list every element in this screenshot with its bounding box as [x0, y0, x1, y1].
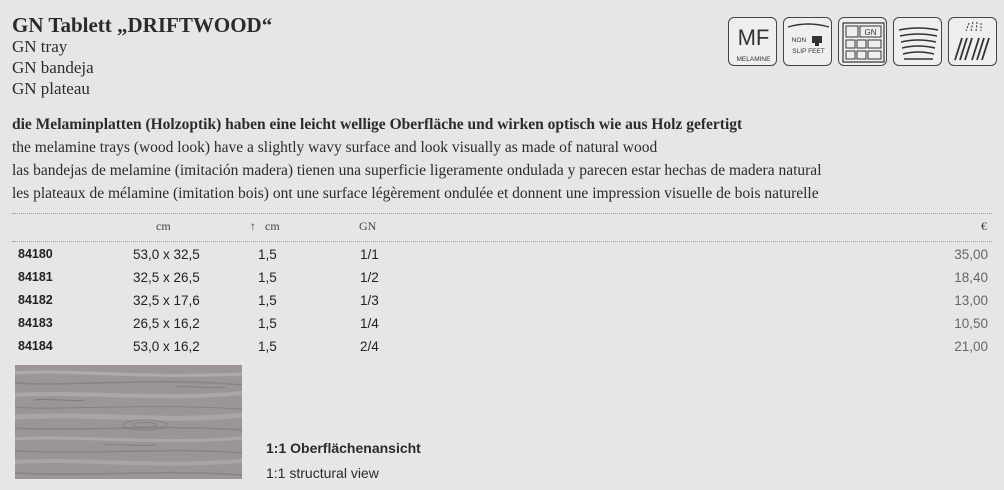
price: 35,00: [954, 247, 988, 262]
table-divider-top: [12, 213, 992, 214]
price: 10,50: [954, 316, 988, 331]
gn-size: 1/4: [360, 316, 379, 331]
size: 26,5 x 16,2: [133, 316, 200, 331]
article-number: 84183: [18, 316, 53, 330]
non-slip-label-1: NON: [791, 37, 807, 44]
stackable-icon: [893, 17, 942, 66]
size: 32,5 x 26,5: [133, 270, 200, 285]
header-height: cm: [265, 219, 280, 233]
height: 1,5: [258, 339, 277, 354]
table-body: [0, 245, 1004, 360]
header-gn: GN: [359, 219, 377, 233]
article-number: 84182: [18, 293, 53, 307]
surface-caption-de: 1:1 Oberflächenansicht: [266, 440, 421, 456]
description-en: the melamine trays (wood look) have a slightly wavy surface and look visually as made of natural wood: [12, 139, 658, 156]
description-es: las bandejas de melamine (imitación madera) tienen una superficie ligeramente ondulada y parecen estar hechas de madera natural: [12, 162, 822, 179]
subtitle-es: GN bandeja: [12, 58, 94, 77]
melamine-icon-big-label: MF: [737, 25, 770, 50]
table-row: [0, 314, 1004, 337]
height: 1,5: [258, 270, 277, 285]
title-block: [12, 14, 272, 99]
dishwasher-icon: [948, 17, 997, 66]
feature-icons: [728, 17, 997, 66]
table-divider-header: [12, 241, 992, 242]
gn-size: 1/1: [360, 247, 379, 262]
description-de: die Melaminplatten (Holzoptik) haben eine leicht wellige Oberfläche und wirken optisch wie aus Holz gefertigt: [12, 116, 743, 133]
header-size: cm: [156, 219, 171, 233]
table-row: [0, 245, 1004, 268]
header-price: €: [981, 219, 987, 233]
height: 1,5: [258, 316, 277, 331]
gn-size: 2/4: [360, 339, 379, 354]
article-number: 84184: [18, 339, 53, 353]
height: 1,5: [258, 247, 277, 262]
gn-icon-label: GN: [864, 28, 877, 37]
description-fr: les plateaux de mélamine (imitation bois) ont une surface légèrement ondulée et donnent une impression visuelle de bois naturelle: [12, 185, 819, 202]
non-slip-feet-icon: [783, 17, 832, 66]
wood-surface-sample: [15, 365, 242, 479]
description: [12, 113, 992, 205]
article-number: 84181: [18, 270, 53, 284]
melamine-icon-small-label: MELAMINE: [736, 56, 771, 63]
height: 1,5: [258, 293, 277, 308]
melamine-icon: [728, 17, 777, 66]
subtitle-en: GN tray: [12, 37, 68, 56]
non-slip-label-2: SLIP FEET: [792, 48, 825, 55]
product-title: GN Tablett „DRIFTWOOD“: [12, 13, 273, 37]
table-row: [0, 291, 1004, 314]
gn-size: 1/2: [360, 270, 379, 285]
size: 53,0 x 32,5: [133, 247, 200, 262]
table-header: [0, 219, 1004, 237]
table-row: [0, 337, 1004, 360]
price: 18,40: [954, 270, 988, 285]
header-height-arrow: ↑: [250, 219, 256, 233]
gastronorm-icon: [838, 17, 887, 66]
article-number: 84180: [18, 247, 53, 261]
subtitle-fr: GN plateau: [12, 79, 90, 98]
size: 53,0 x 16,2: [133, 339, 200, 354]
gn-size: 1/3: [360, 293, 379, 308]
surface-caption-en: 1:1 structural view: [266, 465, 379, 481]
price: 21,00: [954, 339, 988, 354]
size: 32,5 x 17,6: [133, 293, 200, 308]
price: 13,00: [954, 293, 988, 308]
table-row: [0, 268, 1004, 291]
